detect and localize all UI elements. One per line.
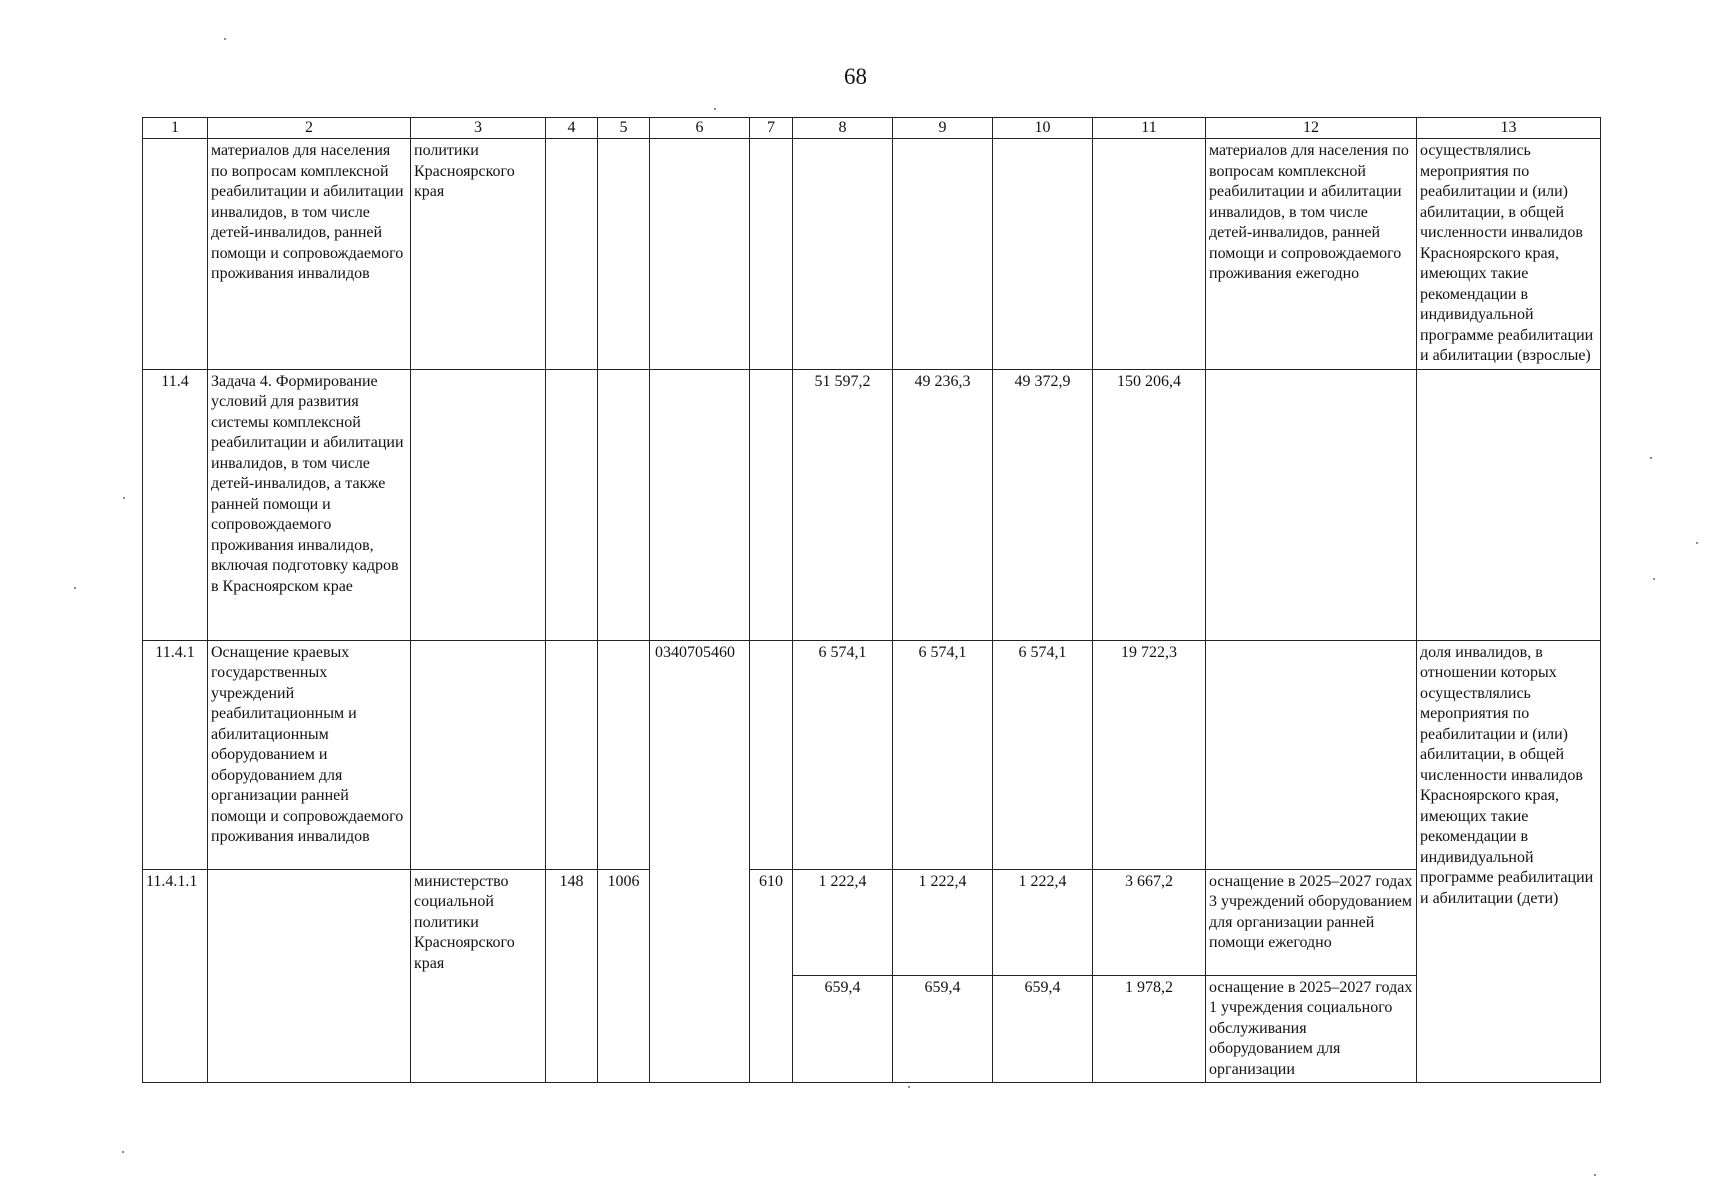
measure-description: Оснащение краевых государственных учреждений реабилитационным и абилитационным оборудованием и оборудованием для организации ранней помощи и сопровождаемого проживания инвалидов (208, 640, 411, 869)
scan-speck (908, 1086, 910, 1088)
target-indicator: осуществлялись мероприятия по реабилитации и (или) абилитации, в общей численности инвалидов Красноярского края, имеющих такие рекомендации в индивидуальной программе реабилитации и абилитации (взрослые) (1417, 139, 1601, 370)
amount-2027: 49 372,9 (993, 369, 1093, 640)
amount-2027: 659,4 (993, 975, 1093, 1083)
column-number: 10 (993, 118, 1093, 139)
page-number: 68 (844, 64, 867, 89)
scan-speck (122, 1151, 124, 1153)
row-number: 11.4.1.1 (143, 869, 208, 1083)
responsible-executor: политики Красноярского края (411, 139, 546, 370)
scan-speck (714, 108, 716, 110)
expense-type-code: 610 (750, 869, 793, 1083)
amount-2025: 1 222,4 (793, 869, 893, 975)
responsible-executor: министерство социальной политики Красноярского края (411, 869, 546, 1083)
scan-speck (224, 38, 226, 40)
scan-speck (1594, 1174, 1596, 1176)
scan-speck (74, 587, 76, 589)
amount-2025: 659,4 (793, 975, 893, 1083)
scan-speck (1696, 542, 1698, 544)
budget-classification-code: 0340705460 (650, 640, 750, 1083)
row-number: 11.4 (143, 369, 208, 640)
column-number: 2 (208, 118, 411, 139)
grbs-code: 148 (546, 869, 598, 1083)
task-description: Задача 4. Формирование условий для развития системы комплексной реабилитации и абилитации инвалидов, в том числе детей-инвалидов, а также ранней помощи и сопровождаемого проживания инвалидов, включая подготовку кадров в Красноярском крае (208, 369, 411, 640)
column-number: 5 (598, 118, 650, 139)
amount-2025: 6 574,1 (793, 640, 893, 869)
measure-description: материалов для населения по вопросам комплексной реабилитации и абилитации инвалидов, в том числе детей-инвалидов, ранней помощи и сопровождаемого проживания инвалидов (208, 139, 411, 370)
table-row (143, 369, 1601, 640)
table-row (143, 869, 1601, 975)
expected-result: оснащение в 2025–2027 годах 3 учреждений оборудованием для организации ранней помощи ежегодно (1206, 869, 1417, 975)
column-number: 11 (1093, 118, 1206, 139)
row-number (143, 139, 208, 370)
column-number: 12 (1206, 118, 1417, 139)
amount-2026: 49 236,3 (893, 369, 993, 640)
column-number: 13 (1417, 118, 1601, 139)
amount-2027: 1 222,4 (993, 869, 1093, 975)
amount-2025: 51 597,2 (793, 369, 893, 640)
column-number: 4 (546, 118, 598, 139)
column-number-row (143, 118, 1601, 139)
scan-speck (1653, 578, 1655, 580)
scan-speck (1650, 457, 1652, 459)
amount-total: 150 206,4 (1093, 369, 1206, 640)
expected-result: оснащение в 2025–2027 годах 1 учреждения социального обслуживания оборудованием для организации (1206, 975, 1417, 1083)
table-row (143, 139, 1601, 370)
table-row (143, 640, 1601, 869)
amount-2026: 1 222,4 (893, 869, 993, 975)
amount-total: 3 667,2 (1093, 869, 1206, 975)
row-number: 11.4.1 (143, 640, 208, 869)
expected-result: материалов для населения по вопросам комплексной реабилитации и абилитации инвалидов, в том числе детей-инвалидов, ранней помощи и сопровождаемого проживания ежегодно (1206, 139, 1417, 370)
column-number: 3 (411, 118, 546, 139)
scan-speck (123, 497, 125, 499)
amount-total: 19 722,3 (1093, 640, 1206, 869)
column-number: 1 (143, 118, 208, 139)
column-number: 8 (793, 118, 893, 139)
column-number: 6 (650, 118, 750, 139)
amount-2027: 6 574,1 (993, 640, 1093, 869)
column-number: 7 (750, 118, 793, 139)
column-number: 9 (893, 118, 993, 139)
target-indicator: доля инвалидов, в отношении которых осуществлялись мероприятия по реабилитации и (или) абилитации, в общей численности инвалидов Красноярского края, имеющих такие рекомендации в индивидуальной программе реабилитации и абилитации (дети) (1417, 640, 1601, 1083)
section-code: 1006 (598, 869, 650, 1083)
amount-2026: 6 574,1 (893, 640, 993, 869)
amount-total: 1 978,2 (1093, 975, 1206, 1083)
amount-2026: 659,4 (893, 975, 993, 1083)
program-table (142, 117, 1601, 1083)
